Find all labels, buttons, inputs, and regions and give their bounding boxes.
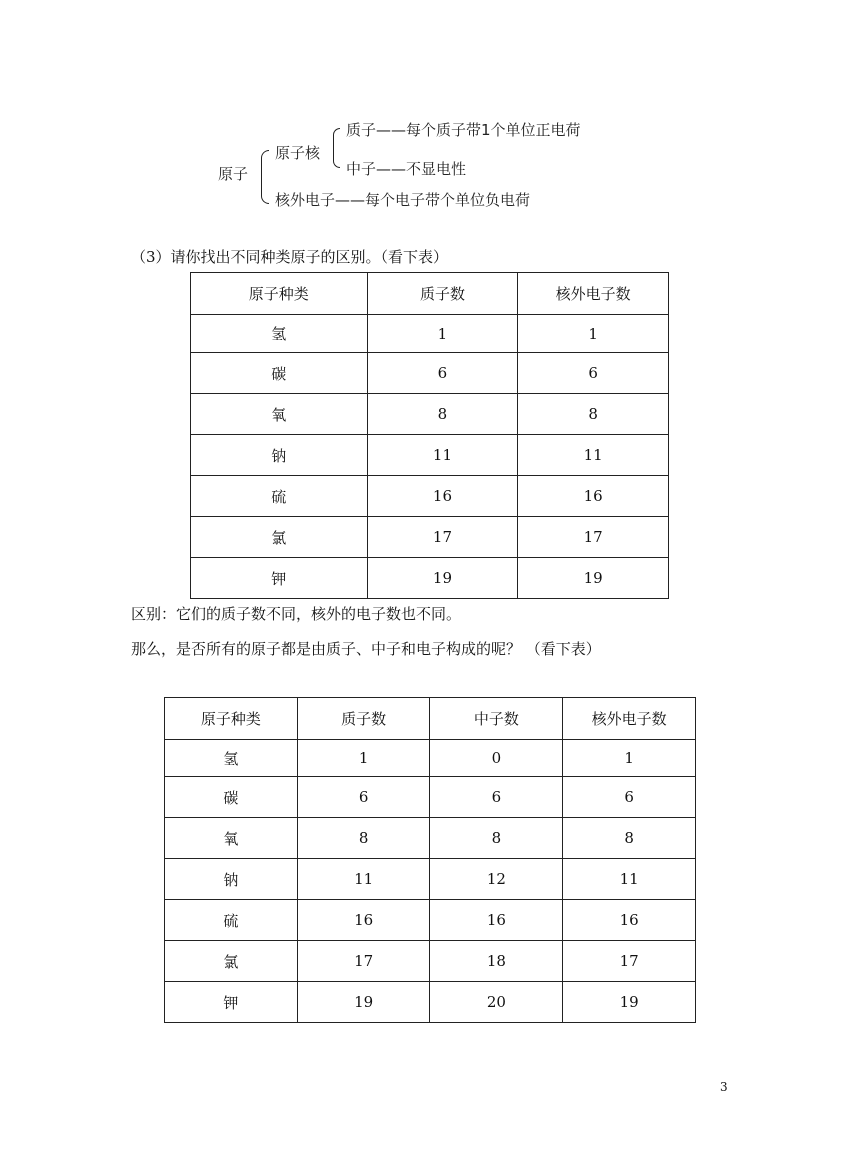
table-row [165,900,696,941]
table-header-cell: 质子数 [297,698,430,740]
table-cell: 钠 [165,859,298,900]
table-cell: 8 [518,394,669,435]
table-cell: 17 [518,517,669,558]
table-cell: 1 [367,315,518,353]
table-row [165,941,696,982]
table-cell: 19 [563,982,696,1023]
table-header-row [191,273,669,315]
table-cell: 19 [367,558,518,599]
table-cell: 1 [563,740,696,777]
table-cell: 钾 [165,982,298,1023]
table-cell: 16 [518,476,669,517]
table-cell: 6 [563,777,696,818]
table-cell: 碳 [165,777,298,818]
table-row [191,315,669,353]
table-header-row [165,698,696,740]
table-cell: 氢 [191,315,368,353]
table-cell: 19 [297,982,430,1023]
table-row [191,353,669,394]
table-cell: 17 [563,941,696,982]
table-cell: 18 [430,941,563,982]
table-cell: 6 [367,353,518,394]
table-cell: 19 [518,558,669,599]
table-row [191,476,669,517]
table-row [191,435,669,476]
table-cell: 17 [367,517,518,558]
table-cell: 6 [518,353,669,394]
table-header-cell: 质子数 [367,273,518,315]
table-row [165,740,696,777]
diagram-neutron-label: 中子——不显电性 [346,160,467,178]
table-cell: 钾 [191,558,368,599]
table-proton-neutron-electron [164,697,696,1023]
table-cell: 1 [518,315,669,353]
table-proton-electron [190,272,669,599]
diagram-electron-label: 核外电子——每个电子带个单位负电荷 [275,191,531,209]
table-cell: 16 [430,900,563,941]
diagram-proton-label: 质子——每个质子带1个单位正电荷 [346,121,581,139]
table-cell: 1 [297,740,430,777]
table-row [165,859,696,900]
diagram-root-label: 原子 [218,165,249,183]
table-cell: 17 [297,941,430,982]
outer-brace [261,150,269,204]
table-cell: 12 [430,859,563,900]
page-number: 3 [720,1080,728,1094]
table-cell: 氧 [165,818,298,859]
table-cell: 16 [297,900,430,941]
table-cell: 8 [563,818,696,859]
table-cell: 氯 [191,517,368,558]
table-row [165,818,696,859]
next-question: 那么，是否所有的原子都是由质子、中子和电子构成的呢？ （看下表） [131,640,601,658]
table-cell: 20 [430,982,563,1023]
table-cell: 碳 [191,353,368,394]
table-cell: 硫 [191,476,368,517]
table-header-cell: 中子数 [430,698,563,740]
table-cell: 6 [430,777,563,818]
table-header-cell: 核外电子数 [518,273,669,315]
table-cell: 钠 [191,435,368,476]
table-header-cell: 原子种类 [191,273,368,315]
table-cell: 氧 [191,394,368,435]
question-3: （3）请你找出不同种类原子的区别。（看下表） [131,248,449,266]
inner-brace [333,128,340,168]
table-cell: 11 [367,435,518,476]
diagram-nucleus-label: 原子核 [275,144,321,162]
table-cell: 8 [297,818,430,859]
table-cell: 6 [297,777,430,818]
table-cell: 0 [430,740,563,777]
table-cell: 氯 [165,941,298,982]
table-row [191,517,669,558]
difference-text: 区别：它们的质子数不同，核外的电子数也不同。 [131,605,462,623]
table-cell: 硫 [165,900,298,941]
table-row [165,982,696,1023]
table-row [165,777,696,818]
table-header-cell: 核外电子数 [563,698,696,740]
table-cell: 8 [430,818,563,859]
table-cell: 氢 [165,740,298,777]
table-cell: 11 [563,859,696,900]
table-header-cell: 原子种类 [165,698,298,740]
table-row [191,558,669,599]
table-cell: 8 [367,394,518,435]
table-cell: 11 [297,859,430,900]
table-row [191,394,669,435]
table-cell: 16 [563,900,696,941]
table-cell: 16 [367,476,518,517]
table-cell: 11 [518,435,669,476]
